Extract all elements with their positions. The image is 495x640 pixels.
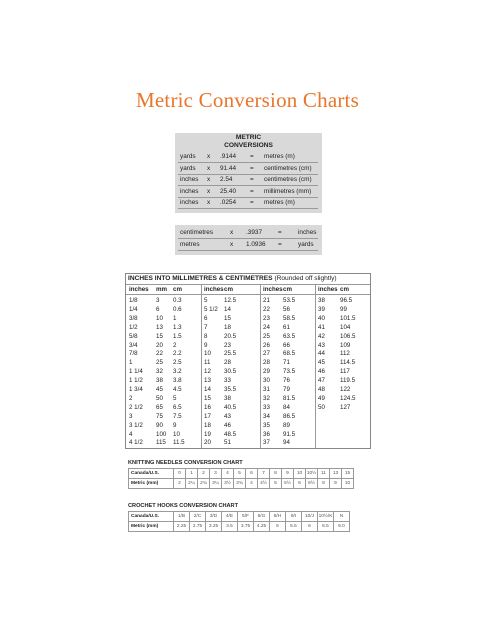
table-cell: 2/C [190, 512, 206, 522]
table-cell: 2.5 [173, 359, 182, 367]
table-cell: 7 [204, 323, 208, 331]
table-cell: 50 [156, 394, 163, 402]
table-cell: 5 [270, 522, 286, 532]
table-cell: 6 [204, 314, 208, 322]
metric-conversions-box-2 [175, 225, 322, 255]
table-cell: 3¾ [234, 479, 246, 489]
table-cell: 34 [263, 412, 270, 420]
table-cell: 10½ [306, 469, 318, 479]
table-cell: 28 [263, 359, 270, 367]
table-cell: 8/H [270, 512, 286, 522]
table-cell: 91.5 [283, 430, 296, 438]
table-cell: 5½ [282, 479, 294, 489]
metric-conversions-box [175, 133, 322, 213]
metric-eq: = [278, 229, 282, 236]
table-cell: 5 [204, 297, 208, 304]
table-cell: 1 [129, 359, 133, 367]
table-cell: 19 [204, 430, 211, 438]
table-cell: 51 [224, 439, 231, 447]
table-cell: 18 [204, 421, 211, 429]
table-cell: 101.5 [340, 314, 356, 322]
metric-eq: = [250, 164, 254, 172]
table-cell: 2¼ [186, 479, 198, 489]
table-cell: 16 [204, 403, 211, 411]
table-cell: 3.25 [206, 522, 222, 532]
metric-result: metres (m) [264, 153, 295, 160]
table-cell: 15 [224, 314, 231, 322]
table-cell: 114.5 [340, 359, 356, 367]
table-cell: 26 [263, 341, 270, 349]
table-cell: 49 [318, 394, 325, 402]
table-cell: 104 [340, 323, 351, 331]
table-cell: 17 [204, 412, 211, 420]
table-cell: 15 [156, 332, 163, 340]
table-cell: 4.25 [254, 522, 270, 532]
table-cell: 86.5 [283, 412, 296, 420]
table-cell: 94 [283, 439, 290, 447]
table-cell: 73.5 [283, 368, 296, 376]
table-cell: 124.5 [340, 394, 356, 402]
table-cell: 4½ [258, 479, 270, 489]
table-cell: 20 [156, 341, 163, 349]
table-cell: 9/I [286, 512, 302, 522]
table-cell: 8 [204, 332, 208, 340]
table-cell: 14 [224, 305, 231, 313]
table-cell: 1.3 [173, 323, 182, 331]
metric-factor: .0254 [220, 199, 236, 206]
table-cell: 68.5 [283, 350, 296, 358]
column-header: inches [204, 286, 224, 293]
table-cell: 115 [156, 439, 166, 447]
table-cell: 22 [156, 350, 163, 358]
table-cell: 2 1/2 [129, 403, 143, 411]
table-cell: 3.5 [222, 522, 238, 532]
table-cell: 99 [340, 305, 347, 313]
table-cell: 14 [204, 386, 211, 393]
table-row [129, 479, 354, 489]
row-label: Canada/U.S. [129, 469, 174, 479]
table-cell: 6 [294, 479, 306, 489]
metric-result: centimetres (cm) [264, 164, 312, 172]
table-cell: 45 [156, 386, 163, 393]
table-cell: 13 [204, 377, 211, 385]
table-cell: 1 3/4 [129, 386, 143, 393]
table-cell: 3/4 [129, 341, 138, 349]
metric-op: x [207, 153, 211, 160]
table-cell: 10/J [302, 512, 318, 522]
table-cell: 3.2 [173, 368, 182, 376]
table-cell: 6.5 [318, 522, 334, 532]
table-cell: 2¾ [198, 479, 210, 489]
table-cell: 0.3 [173, 297, 182, 304]
metric-factor: 1.0936 [246, 240, 266, 248]
table-cell: 112 [340, 350, 350, 358]
table-cell: 1 1/2 [129, 377, 143, 385]
table-cell: 15 [204, 394, 211, 402]
column-header: mm [156, 286, 168, 293]
table-cell: 6½ [306, 479, 318, 489]
metric-conversion-row [178, 175, 318, 186]
table-cell: 9 [282, 469, 294, 479]
table-cell: 0.6 [173, 305, 182, 313]
table-cell: 6.5 [173, 403, 182, 411]
metric-factor: 91.44 [220, 164, 236, 172]
metric-eq: = [250, 199, 254, 206]
metric-conversion-row [178, 164, 318, 175]
metric-header-line2: CONVERSIONS [224, 142, 273, 149]
table-cell: 10½/K [318, 512, 334, 522]
row-label: Metric (mm) [129, 479, 174, 489]
table-cell: 4 [222, 469, 234, 479]
table-row [129, 469, 354, 479]
table-cell: 27 [263, 350, 270, 358]
table-cell: 2.25 [174, 522, 190, 532]
table-cell: 2 [129, 394, 133, 402]
metric-eq: = [250, 153, 254, 160]
table-cell: 24 [263, 323, 270, 331]
table-cell: 4.5 [173, 386, 182, 393]
table-cell: 8 [270, 469, 282, 479]
table-cell: 7/8 [129, 350, 138, 358]
column-header: inches [129, 286, 149, 293]
table-cell: 122 [340, 386, 351, 393]
metric-conversion-row [178, 240, 318, 251]
table-cell: 50 [318, 403, 325, 411]
table-cell: 11 [204, 359, 211, 367]
table-cell: 79 [283, 386, 290, 393]
table-cell: 56 [283, 305, 290, 313]
table-cell: 38 [224, 394, 231, 402]
table-cell: 3.8 [173, 377, 182, 385]
row-label: Canada/U.S. [129, 512, 174, 522]
metric-unit: metres [180, 240, 200, 248]
table-cell: 1.5 [173, 332, 182, 340]
table-cell: 30 [263, 377, 270, 385]
table-cell: 22 [263, 305, 270, 313]
table-cell: 41 [318, 323, 325, 331]
table-cell: 117 [340, 368, 350, 376]
table-cell: 9 [173, 421, 177, 429]
table-cell: 31 [263, 386, 270, 393]
table-cell: 48.5 [224, 430, 237, 438]
table-cell: 25 [263, 332, 270, 340]
table-cell: 9.0 [334, 522, 350, 532]
table-cell: 11 [318, 469, 330, 479]
metric-header-line1: METRIC [235, 134, 262, 141]
table-cell: 46 [224, 421, 231, 429]
table-cell: 5.5 [286, 522, 302, 532]
table-cell: 6 [156, 305, 160, 313]
table-cell: 46 [318, 368, 325, 376]
metric-conversion-row [178, 152, 318, 163]
table-cell: 45 [318, 359, 325, 367]
table-cell: 21 [263, 297, 270, 304]
table-cell: 32 [156, 368, 163, 376]
table-cell: 32 [263, 394, 270, 402]
table-cell: 10 [204, 350, 211, 358]
table-cell: 2.75 [190, 522, 206, 532]
table-cell: 58.5 [283, 314, 296, 322]
table-cell: 3 [210, 469, 222, 479]
metric-eq: = [278, 240, 282, 248]
table-cell: 76 [283, 377, 290, 385]
table-cell: 5/8 [129, 332, 138, 340]
table-cell: 10 [173, 430, 180, 438]
table-cell: 2 [174, 479, 186, 489]
table-cell: 53.5 [283, 297, 296, 304]
column-divider [260, 284, 261, 448]
table-cell: 10 [294, 469, 306, 479]
metric-unit: centimetres [180, 229, 214, 236]
column-header: inches [263, 286, 283, 293]
metric-unit: inches [180, 176, 199, 183]
table-cell: 48 [318, 386, 325, 393]
table-cell: 33 [224, 377, 231, 385]
metric-unit: yards [180, 164, 196, 172]
table-cell: 13 [156, 323, 163, 331]
table-cell: 1 [173, 314, 177, 322]
table-cell: 2 [173, 341, 177, 349]
table-cell: 3/D [206, 512, 222, 522]
metric-result: yards [298, 240, 314, 248]
table-cell: 20 [204, 439, 211, 447]
table-cell: 6 [246, 469, 258, 479]
metric-op: x [207, 187, 211, 195]
knitting-chart-title: KNITTING NEEDLES CONVERSION CHART [128, 460, 243, 466]
table-row [129, 512, 350, 522]
table-cell: 3 [129, 412, 133, 420]
metric-result: centimetres (cm) [264, 176, 312, 183]
metric-conversion-row [178, 198, 318, 209]
table-cell: 4 [129, 430, 133, 438]
table-cell: 39 [318, 305, 325, 313]
table-cell: 89 [283, 421, 290, 429]
table-cell: 3½ [222, 479, 234, 489]
page-title: Metric Conversion Charts [136, 88, 359, 112]
table-cell: 44 [318, 350, 325, 358]
table-cell: 1/8 [129, 297, 138, 304]
table-row [129, 522, 350, 532]
metric-factor: 25.40 [220, 187, 236, 195]
table-cell: 2.2 [173, 350, 182, 358]
table-cell: 11.5 [173, 439, 185, 447]
table-cell: 23 [224, 341, 231, 349]
table-cell: 4 1/2 [129, 439, 143, 447]
table-cell: 3/8 [129, 314, 138, 322]
table-cell: 20.5 [224, 332, 237, 340]
metric-unit: yards [180, 153, 196, 160]
table-cell: 43 [318, 341, 325, 349]
table-cell: 1 1/4 [129, 368, 143, 376]
table-cell: 5 1/2 [204, 305, 218, 313]
table-cell: 9 [330, 479, 342, 489]
metric-eq: = [250, 176, 254, 183]
table-cell: N [334, 512, 350, 522]
column-divider [315, 284, 316, 448]
table-cell: 5 [234, 469, 246, 479]
table-cell: 1/B [174, 512, 190, 522]
table-cell: 84 [283, 403, 290, 411]
table-cell: 15 [342, 469, 354, 479]
table-cell: 40.5 [224, 403, 237, 411]
table-cell: 23 [263, 314, 270, 322]
table-cell: 61 [283, 323, 290, 331]
table-cell: 13 [330, 469, 342, 479]
table-cell: 96.5 [340, 297, 353, 304]
metric-header [175, 133, 322, 150]
table-cell: 8 [318, 479, 330, 489]
table-cell: 42 [318, 332, 325, 340]
table-cell: 33 [263, 403, 270, 411]
table-cell: 25.5 [224, 350, 237, 358]
table-cell: 3 [156, 297, 160, 304]
table-cell: 109 [340, 341, 351, 349]
metric-eq: = [250, 187, 254, 195]
table-cell: 5/F [238, 512, 254, 522]
table-cell: 4/E [222, 512, 238, 522]
inches-table-subtitle: (Rounded off slightly) [274, 275, 337, 282]
crochet-chart-table [128, 511, 350, 532]
column-header: cm [283, 286, 292, 293]
metric-op: x [207, 164, 211, 172]
column-header: inches [318, 286, 338, 293]
crochet-chart-title: CROCHET HOOKS CONVERSION CHART [128, 503, 239, 509]
table-cell: 81.5 [283, 394, 296, 402]
metric-result: metres (m) [264, 199, 295, 206]
table-cell: 6 [302, 522, 318, 532]
table-cell: 40 [318, 314, 325, 322]
table-cell: 35.5 [224, 386, 237, 393]
metric-unit: inches [180, 187, 199, 195]
table-cell: 35 [263, 421, 270, 429]
table-cell: 12 [204, 368, 211, 376]
table-cell: 66 [283, 341, 290, 349]
metric-factor: .3937 [246, 229, 262, 236]
inches-conversion-table [125, 273, 371, 449]
table-cell: 5 [173, 394, 177, 402]
row-label: Metric (mm) [129, 522, 174, 532]
table-cell: 75 [156, 412, 163, 420]
table-cell: 7 [258, 469, 270, 479]
column-header: cm [224, 286, 233, 293]
table-cell: 30.5 [224, 368, 237, 376]
table-cell: 43 [224, 412, 231, 420]
metric-result: inches [298, 229, 317, 236]
metric-result: millimetres (mm) [264, 187, 312, 195]
table-cell: 90 [156, 421, 163, 429]
inches-table-title-text: INCHES INTO MILLIMETRES & CENTIMETRES [128, 275, 273, 282]
metric-op: x [230, 229, 234, 236]
table-cell: 100 [156, 430, 167, 438]
column-header: cm [340, 286, 349, 293]
table-cell: 10 [342, 479, 354, 489]
table-cell: 37 [263, 439, 270, 447]
table-cell: 1/2 [129, 323, 138, 331]
knitting-chart-table [128, 468, 354, 489]
metric-op: x [207, 199, 211, 206]
inches-table-title [128, 275, 337, 282]
metric-op: x [230, 240, 234, 248]
table-cell: 25 [156, 359, 163, 367]
table-cell: 28 [224, 359, 231, 367]
column-divider [201, 284, 202, 448]
metric-unit: inches [180, 199, 199, 206]
metric-factor: .9144 [220, 153, 236, 160]
table-cell: 2 [198, 469, 210, 479]
metric-conversion-row [178, 187, 318, 198]
table-cell: 10 [156, 314, 163, 322]
table-cell: 18 [224, 323, 231, 331]
metric-factor: 2.54 [220, 176, 233, 183]
metric-op: x [207, 176, 211, 183]
table-cell: 5 [270, 479, 282, 489]
table-cell: 106.5 [340, 332, 356, 340]
table-cell: 47 [318, 377, 325, 385]
table-cell: 36 [263, 430, 270, 438]
table-cell: 1 [186, 469, 198, 479]
table-cell: 3.75 [238, 522, 254, 532]
table-cell: 3¼ [210, 479, 222, 489]
table-cell: 1/4 [129, 305, 138, 313]
table-cell: 6/G [254, 512, 270, 522]
table-cell: 7.5 [173, 412, 182, 420]
table-cell: 119.5 [340, 377, 356, 385]
table-cell: 9 [204, 341, 208, 349]
table-cell: 38 [318, 297, 325, 304]
table-cell: 63.5 [283, 332, 296, 340]
table-cell: 12.5 [224, 297, 237, 304]
table-cell: 71 [283, 359, 290, 367]
metric-conversion-row [178, 228, 318, 239]
table-cell: 29 [263, 368, 270, 376]
column-header: cm [173, 286, 182, 293]
table-cell: 3 1/2 [129, 421, 143, 429]
table-cell: 0 [174, 469, 186, 479]
table-cell: 38 [156, 377, 163, 385]
table-cell: 4 [246, 479, 258, 489]
table-cell: 127 [340, 403, 351, 411]
table-cell: 65 [156, 403, 163, 411]
